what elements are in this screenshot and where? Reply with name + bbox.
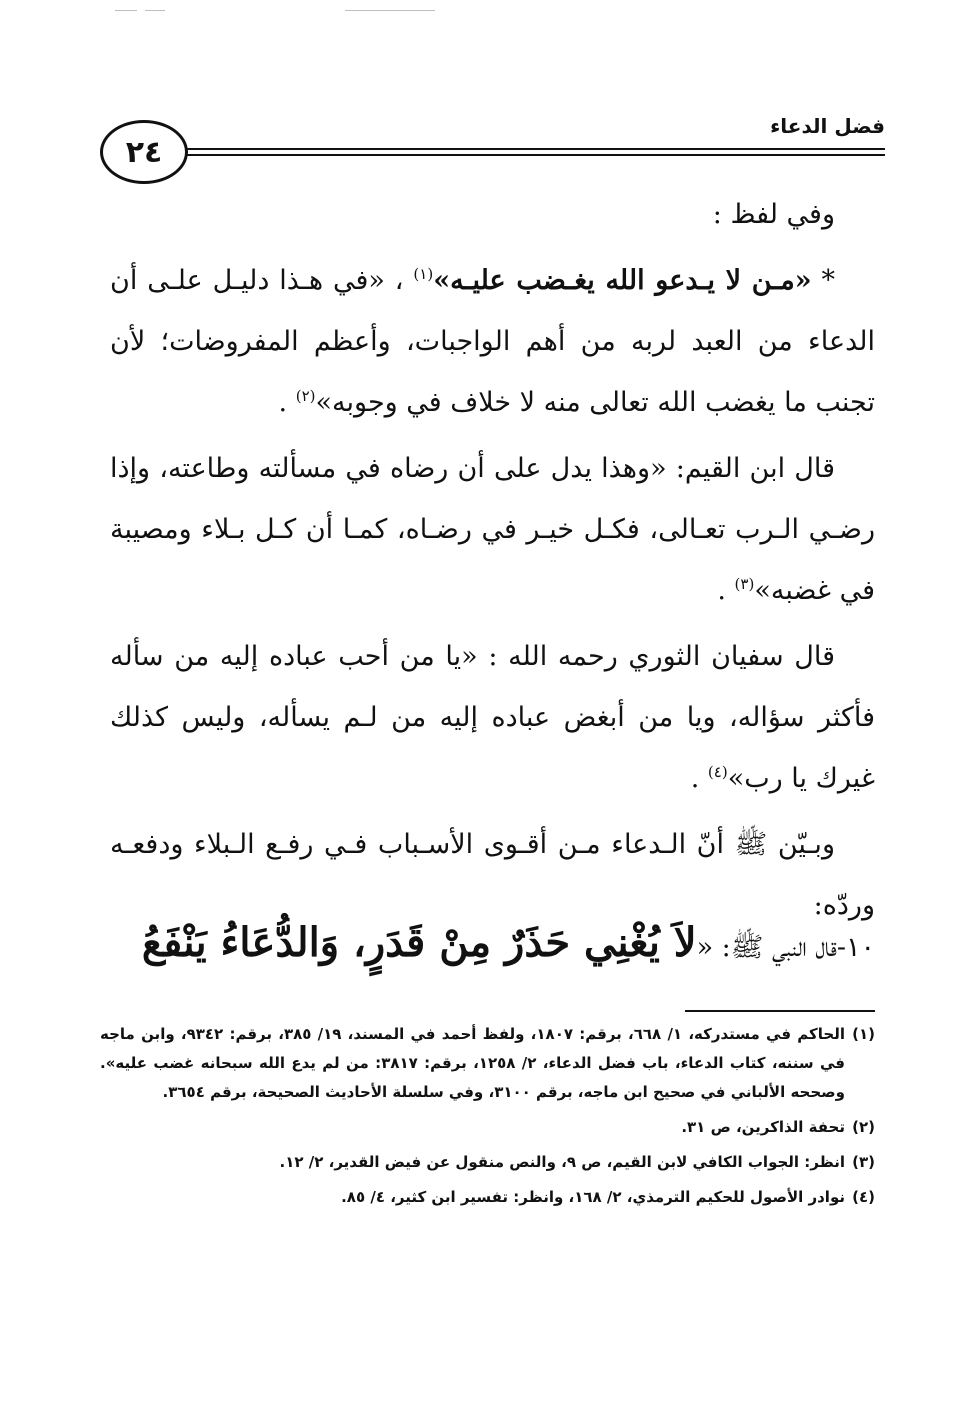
footnote-ref-3[interactable]: (٣) [734, 575, 755, 593]
intro-text: وفي لفظ : [712, 199, 835, 230]
footnote-number: (٢) [852, 1118, 875, 1136]
footnotes [100, 1020, 875, 1218]
paragraph-2-end: . [717, 575, 726, 606]
page-number: ٢٤ [125, 134, 163, 170]
header-rule-top [185, 148, 885, 150]
paragraph-3-text: قال سفيان الثوري رحمه الله : «يا من أحب عباده إليه من سأله فأكثر سؤاله، ويا من أبغض عباده إليه من لـم يسأله، وليس كذلك غيرك يا رب» [110, 641, 875, 794]
footnote-ref-4[interactable]: (٤) [707, 763, 728, 781]
paragraph-1 [110, 250, 875, 433]
paragraph-2 [110, 438, 875, 621]
intro-line [110, 184, 875, 245]
paragraph-1-text: ، «في هـذا دليـل علـى أن الدعاء من العبد لربه من أهم الواجبات، وأعظم المفروضات؛ لأن تجنب ما يغضب الله تعالى منه لا خلاف في وجوبه» [110, 265, 875, 418]
paragraph-3-end: . [690, 763, 700, 794]
bullet-mark: * [821, 265, 835, 296]
footnote-3 [100, 1148, 875, 1177]
page-header [100, 110, 885, 190]
footnote-text: الحاكم في مستدركه، ١/ ٦٦٨، برقم: ١٨٠٧، ولفظ أحمد في المسند، ١٩/ ٣٨٥، برقم: ٩٣٤٢، وابن ماجه في سننه، كتاب الدعاء، باب فضل الدعاء، ٢/ ١٢٥٨، برقم: ٣٨١٧: من لم يدع الله سبحانه غضب عليه». وصححه الألباني في صحيح ابن ماجه، برقم ٣١٠٠، وفي سلسلة الأحاديث الصحيحة، برقم ٣٦٥٤. [100, 1025, 845, 1101]
footnote-2 [100, 1113, 875, 1142]
header-rule-bottom [185, 154, 885, 156]
footnote-ref-2[interactable]: (٢) [295, 387, 316, 405]
footnote-text: نوادر الأصول للحكيم الترمذي، ٢/ ١٦٨، وانظر: تفسير ابن كثير، ٤/ ٨٥. [341, 1188, 845, 1206]
footnote-text: تحفة الذاكرين، ص ٣١. [681, 1118, 845, 1136]
footnote-1 [100, 1020, 875, 1107]
paragraph-3 [110, 626, 875, 809]
footnote-number: (٤) [852, 1188, 875, 1206]
page-number-badge [100, 120, 188, 184]
footnote-text: انظر: الجواب الكافي لابن القيم، ص ٩، والنص منقول عن فيض القدير، ٢/ ١٢. [279, 1153, 845, 1171]
hadith-10 [110, 908, 875, 983]
hadith-lead: ١٠-قال النبي ﷺ: « [696, 932, 875, 963]
footnote-ref-1[interactable]: (١) [413, 265, 434, 283]
footnote-number: (٣) [852, 1153, 875, 1171]
main-text [110, 184, 875, 941]
paragraph-1-end: . [278, 387, 288, 418]
hadith-quote-inline: «مـن لا يـدعو الله يغـضب عليـه» [433, 265, 812, 296]
footnote-4 [100, 1183, 875, 1212]
paragraph-2-text: قال ابن القيم: «وهذا يدل على أن رضاه في مسألته وطاعته، وإذا رضـي الـرب تعـالى، فكـل خيـر في رضـاه، كمـا أن كـل بـلاء ومصيبة في غضبه» [110, 453, 875, 606]
footnote-separator [685, 1010, 875, 1012]
footnote-number: (١) [852, 1025, 875, 1043]
paragraph-4-text: وبـيّن ﷺ أنّ الـدعاء مـن أقـوى الأسـباب فـي رفـع الـبلاء ودفعـه وردّه: [110, 829, 875, 921]
running-title: فضل الدعاء [770, 114, 885, 138]
hadith-text: لاَ يُغْنِي حَذَرٌ مِنْ قَدَرٍ، وَالدُّعَاءُ يَنْفَعُ [141, 919, 697, 966]
scan-top-marks [115, 8, 435, 14]
